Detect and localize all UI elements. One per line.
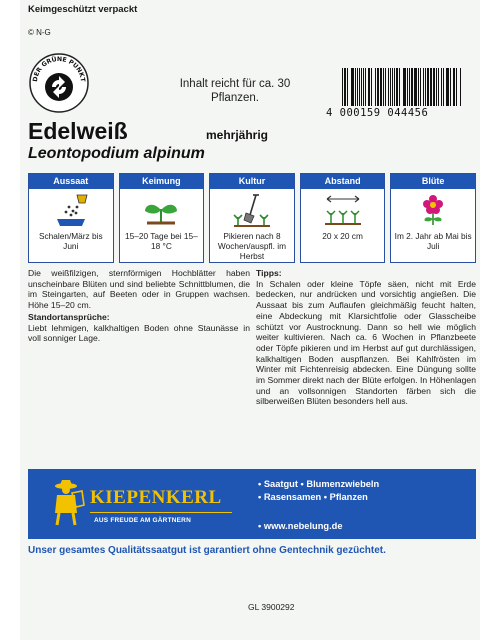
barcode-bar: [344, 68, 346, 106]
tips-text: In Schalen oder kleine Töpfe säen, nicht mit Erde bedecken, nur andrücken und vorsichtig angießen. Die Aussaat bis zum Auflaufen gleichmäßig feucht halten, eine Abdeckung mit Klarsichtfolie oder Glasscheibe schützt vor Austrocknung. Dann so hell wie möglich weiter kultivieren. Nach ca. 6 Wochen in Pflanzbeete oder Töpfe pikieren und im Herbst auf gut durchlässigen, kalkhaltigen Boden auspflanzen. Bei Kahlfrösten im Winter mit Fichtenreisig abdecken. Eine Düngung sollte im Sommer direkt nach der Blüte erfolgen. In Höhenlagen und an vollsonnigen Standorten färben sich die silberweißen Blüten besonders hell aus.: [256, 278, 476, 407]
shovel-plants-icon: [232, 193, 272, 229]
barcode-bar: [365, 68, 366, 106]
barcode-bar: [438, 68, 439, 106]
barcode-bar: [394, 68, 395, 106]
seed-packet-back: [20, 0, 480, 640]
barcode-bar: [425, 68, 426, 106]
barcode-bars: [342, 68, 462, 106]
barcode-bar: [403, 68, 406, 106]
brand-slogan: AUS FREUDE AM GÄRTNERN: [94, 517, 191, 524]
barcode-bar: [441, 68, 442, 106]
barcode-bar: [351, 68, 354, 106]
barcode: [326, 68, 466, 122]
product-range-line: • Saatgut • Blumenzwiebeln: [258, 479, 380, 489]
spacing-icon: [323, 193, 363, 229]
tips-heading: Tipps:: [256, 268, 282, 278]
barcode-bar: [460, 68, 461, 106]
location-text: Liebt lehmigen, kalkhaltigen Boden ohne Staunässe in voll sonniger Lage.: [28, 322, 250, 344]
barcode-bar: [411, 68, 413, 106]
product-range: [258, 478, 379, 503]
barcode-bar: [390, 68, 391, 106]
barcode-bar: [436, 68, 437, 106]
info-text: 20 x 20 cm: [322, 231, 363, 241]
barcode-bar: [380, 68, 382, 106]
green-dot-logo-icon: [28, 52, 90, 114]
barcode-bar: [443, 68, 444, 106]
origin-code: © N-G: [28, 28, 51, 37]
flower-icon: [413, 193, 453, 229]
info-text: Schalen/März bis Juni: [38, 231, 103, 251]
barcode-bar: [409, 68, 410, 106]
description-column: [28, 268, 250, 344]
info-box-bluete: [390, 173, 476, 263]
gmo-free-guarantee: Unser gesamtes Qualitätssaatgut ist garantiert ohne Gentechnik gezüchtet.: [28, 545, 386, 556]
info-box-aussaat: [28, 173, 114, 263]
info-text: Pikieren nach 8 Wochen/auspfl. im Herbst: [217, 231, 287, 261]
barcode-bar: [363, 68, 364, 106]
barcode-bar: [433, 68, 435, 106]
barcode-bar: [456, 68, 457, 106]
barcode-bar: [371, 68, 372, 106]
content-note: Inhalt reicht für ca. 30 Pflanzen.: [179, 78, 291, 104]
barcode-bar: [375, 68, 376, 106]
brand-logo: [42, 477, 240, 529]
barcode-bar: [418, 68, 419, 106]
barcode-bar: [377, 68, 379, 106]
info-box-abstand: [300, 173, 386, 263]
info-row: [28, 173, 476, 263]
barcode-bar: [347, 68, 348, 106]
barcode-bar: [414, 68, 417, 106]
info-text: 15–20 Tage bei 15–18 °C: [125, 231, 198, 251]
latin-name: Leontopodium alpinum: [28, 145, 205, 162]
barcode-bar: [392, 68, 393, 106]
barcode-bar: [453, 68, 455, 106]
info-head: Kultur: [210, 174, 294, 189]
barcode-bar: [450, 68, 451, 106]
product-range-line: • Rasensamen • Pflanzen: [258, 491, 368, 502]
tips-column: [256, 268, 476, 407]
barcode-digits: 4 000159 044456: [326, 107, 429, 119]
info-text: Im 2. Jahr ab Mai bis Juli: [394, 231, 472, 251]
info-box-kultur: [209, 173, 295, 263]
barcode-bar: [368, 68, 370, 106]
barcode-bar: [355, 68, 356, 106]
website-link[interactable]: • www.nebelung.de: [258, 521, 343, 531]
product-lifecycle: mehrjährig: [206, 128, 269, 142]
seed-tray-icon: [51, 193, 91, 229]
barcode-bar: [423, 68, 424, 106]
barcode-bar: [383, 68, 384, 106]
info-head: Keimung: [120, 174, 204, 189]
barcode-bar: [446, 68, 449, 106]
barcode-bar: [361, 68, 362, 106]
barcode-bar: [359, 68, 360, 106]
barcode-bar: [399, 68, 400, 106]
location-heading: Standortansprüche:: [28, 311, 110, 322]
brand-name: KIEPENKERL: [90, 487, 222, 508]
barcode-bar: [342, 68, 343, 106]
barcode-bar: [407, 68, 408, 106]
brand-divider: [90, 512, 232, 513]
farmer-figure-icon: [46, 479, 86, 527]
description-intro: Die weißfilzigen, sternförmigen Hochblätter haben unscheinbare Blüten und sind beliebte Schnittblumen, die im Steingarten, auf Beeten oder in Gruppen wachsen. Höhe 15–20 cm.: [28, 268, 250, 311]
barcode-bar: [388, 68, 389, 106]
info-head: Abstand: [301, 174, 385, 189]
barcode-bar: [427, 68, 429, 106]
info-box-keimung: [119, 173, 205, 263]
brand-banner: [28, 469, 476, 539]
barcode-bar: [396, 68, 398, 106]
product-name: Edelweiß: [28, 118, 128, 144]
barcode-bar: [420, 68, 421, 106]
green-dot-text: DER GRÜNE PUNKT: [31, 55, 87, 83]
info-head: Aussaat: [29, 174, 113, 189]
barcode-bar: [430, 68, 432, 106]
packing-note: Keimgeschützt verpackt: [28, 4, 138, 15]
seedling-icon: [141, 193, 181, 229]
barcode-bar: [357, 68, 358, 106]
barcode-bar: [385, 68, 386, 106]
info-head: Blüte: [391, 174, 475, 189]
article-code: GL 3900292: [248, 602, 295, 612]
